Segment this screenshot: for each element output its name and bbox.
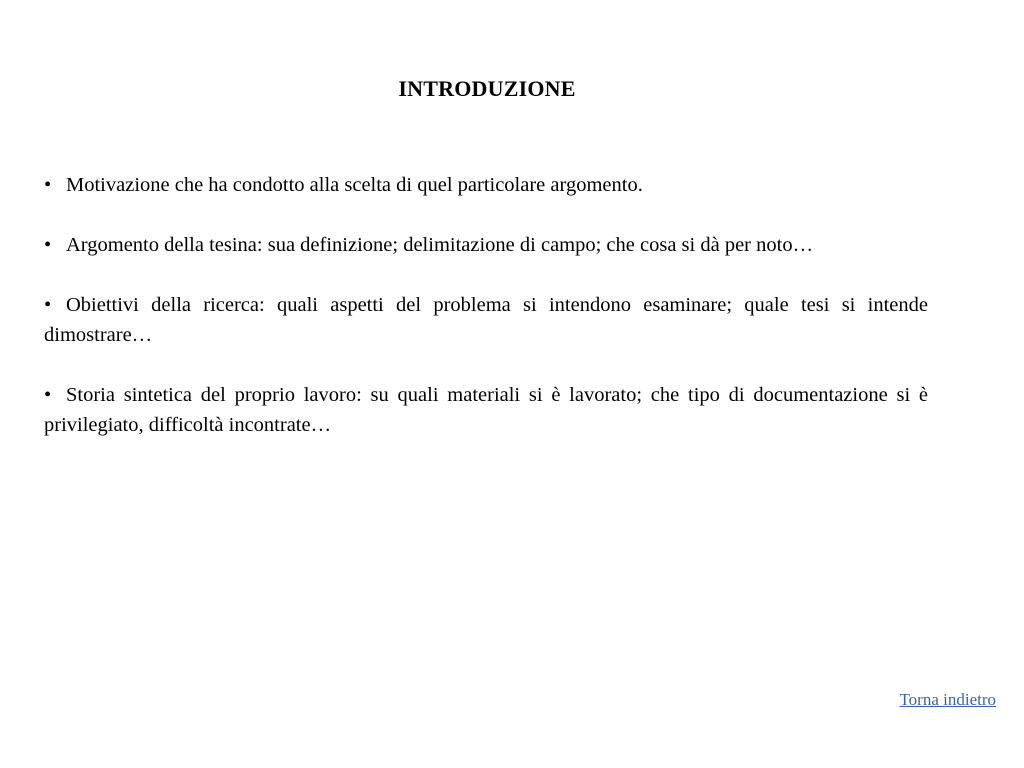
bullet-icon: • — [44, 234, 52, 256]
bullet-text: Obiettivi della ricerca: quali aspetti del problema si intendono esaminare; quale tesi si intende dimostrare… — [44, 294, 928, 346]
bullet-item — [44, 170, 928, 200]
bullet-item — [44, 380, 928, 440]
bullet-item — [44, 290, 928, 350]
slide-title: INTRODUZIONE — [398, 76, 576, 101]
bullet-list — [44, 170, 928, 470]
bullet-icon: • — [44, 384, 52, 406]
bullet-icon: • — [44, 294, 52, 316]
bullet-text: Motivazione che ha condotto alla scelta di quel particolare argomento. — [66, 174, 643, 196]
bullet-text: Argomento della tesina: sua definizione; delimitazione di campo; che cosa si dà per noto… — [66, 234, 814, 256]
bullet-icon: • — [44, 174, 52, 196]
back-link[interactable]: Torna indietro — [899, 690, 996, 709]
bullet-item — [44, 230, 928, 260]
bullet-text: Storia sintetica del proprio lavoro: su quali materiali si è lavorato; che tipo di documentazione si è privilegiato, difficoltà incontrate… — [44, 384, 928, 436]
